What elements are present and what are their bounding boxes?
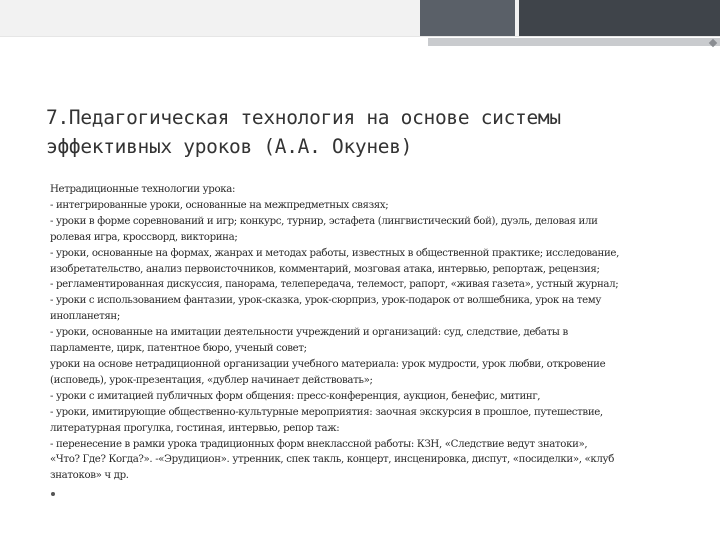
body-line: ролевая игра, кроссворд, викторина; — [50, 231, 238, 243]
header-dark-block — [519, 0, 720, 36]
slide-title — [46, 103, 686, 161]
body-line: парламенте, цирк, патентное бюро, ученый совет; — [50, 343, 307, 355]
body-line: - перенесение в рамки урока традиционных форм внеклассной работы: КЗН, «Следствие ведут знатоки», — [50, 438, 588, 450]
body-line: (исповедь), урок-презентация, «дублер начинает действовать»; — [50, 374, 373, 386]
body-line: - регламентированная дискуссия, панорама, телепередача, телемост, рапорт, «живая газета», устный журнал; — [50, 279, 619, 291]
body-line: «Что? Где? Когда?». -«Эрудицион». утренник, спек такль, концерт, инсценировка, диспут, «посиделки», «клуб — [50, 454, 614, 466]
bullet-dot-icon — [51, 492, 55, 496]
body-line: уроки на основе нетрадиционной организации учебного материала: урок мудрости, урок любви, откровение — [50, 358, 606, 370]
body-line: - уроки с использованием фантазии, урок-сказка, урок-сюрприз, урок-подарок от волшебника, урок на тему — [50, 295, 602, 307]
accent-bar — [428, 38, 720, 46]
body-line: знатоков» ч др. — [50, 470, 129, 482]
body-line: - уроки в форме соревнований и игр; конкурс, турнир, эстафета (лингвистический бой), дуэль, деловая или — [50, 215, 598, 227]
body-line: - уроки, основанные на имитации деятельности учреждений и организаций: суд, следствие, дебаты в — [50, 327, 568, 339]
body-line: изобретательство, анализ первоисточников, комментарий, мозговая атака, интервью, репортаж, рецензия; — [50, 263, 600, 275]
body-line: Нетрадиционные технологии урока: — [50, 184, 236, 195]
body-line: инопланетян; — [50, 311, 120, 323]
body-line: - интегрированные уроки, основанные на межпредметных связях; — [50, 199, 389, 211]
body-line: литературная прогулка, гостиная, интервью, репор таж: — [50, 422, 340, 434]
header-dark-block — [420, 0, 515, 36]
body-line: - уроки с имитацией публичных форм общения: пресс-конференция, аукцион, бенефис, митинг, — [50, 390, 541, 402]
title-line: 7.Педагогическая технология на основе системы — [46, 106, 561, 129]
body-line: - уроки, основанные на формах, жанрах и методах работы, известных в общественной практике; исследование, — [50, 247, 619, 259]
title-line: эффективных уроков (А.А. Окунев) — [46, 135, 413, 158]
body-text — [50, 182, 690, 496]
body-line: - уроки, имитирующие общественно-культурные мероприятия: заочная экскурсия в прошлое, путешествие, — [50, 406, 603, 418]
